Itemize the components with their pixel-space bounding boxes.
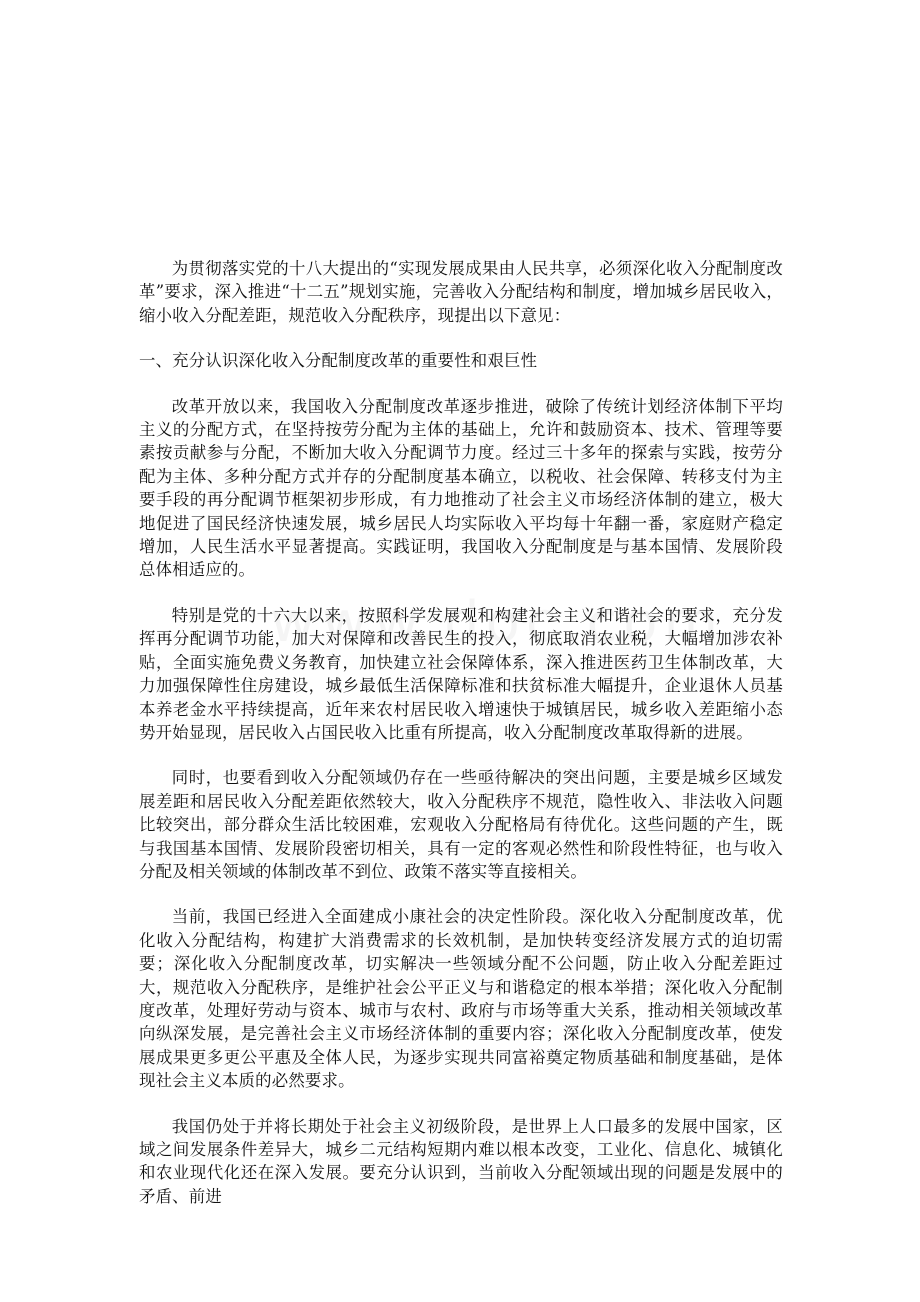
- body-paragraph-4: 当前，我国已经进入全面建成小康社会的决定性阶段。深化收入分配制度改革，优化收入分配结构，构建扩大消费需求的长效机制，是加快转变经济发展方式的迫切需要；深化收入分配制度改革，切实解决一些领域分配不公问题，防止收入分配差距过大，规范收入分配秩序，是维护社会公平正义与和谐稳定的根本举措；深化收入分配制度改革，处理好劳动与资本、城市与农村、政府与市场等重大关系，推动相关领域改革向纵深发展，是完善社会主义市场经济体制的重要内容；深化收入分配制度改革，使发展成果更多更公平惠及全体人民，为逐步实现共同富裕奠定物质基础和制度基础，是体现社会主义本质的必然要求。: [139, 907, 783, 1091]
- body-paragraph-1: 改革开放以来，我国收入分配制度改革逐步推进，破除了传统计划经济体制下平均主义的分配方式，在坚持按劳分配为主体的基础上，允许和鼓励资本、技术、管理等要素按贡献参与分配，不断加大收入分配调节力度。经过三十多年的探索与实践，按劳分配为主体、多种分配方式并存的分配制度基本确立，以税收、社会保障、转移支付为主要手段的再分配调节框架初步形成，有力地推动了社会主义市场经济体制的建立，极大地促进了国民经济快速发展，城乡居民人均实际收入平均每十年翻一番，家庭财产稳定增加，人民生活水平显著提高。实践证明，我国收入分配制度是与基本国情、发展阶段总体相适应的。: [139, 396, 783, 580]
- document-body: [139, 257, 783, 1230]
- section-heading: 一、充分认识深化收入分配制度改革的重要性和艰巨性: [139, 351, 538, 371]
- body-paragraph-5: 我国仍处于并将长期处于社会主义初级阶段，是世界上人口最多的发展中国家，区域之间发展条件差异大，城乡二元结构短期内难以根本改变，工业化、信息化、城镇化和农业现代化还在深入发展。要充分认识到，当前收入分配领域出现的问题是发展中的矛盾、前进: [139, 1116, 783, 1206]
- body-paragraph-2: 特别是党的十六大以来，按照科学发展观和构建社会主义和谐社会的要求，充分发挥再分配调节功能，加大对保障和改善民生的投入，彻底取消农业税，大幅增加涉农补贴，全面实施免费义务教育，加快建立社会保障体系，深入推进医药卫生体制改革，大力加强保障性住房建设，城乡最低生活保障标准和扶贫标准大幅提升，企业退休人员基本养老金水平持续提高，近年来农村居民收入增速快于城镇居民，城乡收入差距缩小态势开始显现，居民收入占国民收入比重有所提高，收入分配制度改革取得新的进展。: [139, 605, 783, 742]
- intro-paragraph: 为贯彻落实党的十八大提出的“实现发展成果由人民共享，必须深化收入分配制度改革”要求，深入推进“十二五”规划实施，完善收入分配结构和制度，增加城乡居民收入，缩小收入分配差距，规范收入分配秩序，现提出以下意见：: [139, 259, 783, 325]
- body-paragraph-3: 同时，也要看到收入分配领域仍存在一些亟待解决的突出问题，主要是城乡区域发展差距和居民收入分配差距依然较大，收入分配秩序不规范，隐性收入、非法收入问题比较突出，部分群众生活比较困难，宏观收入分配格局有待优化。这些问题的产生，既与我国基本国情、发展阶段密切相关，具有一定的客观必然性和阶段性特征，也与收入分配及相关领域的体制改革不到位、政策不落实等直接相关。: [139, 768, 783, 881]
